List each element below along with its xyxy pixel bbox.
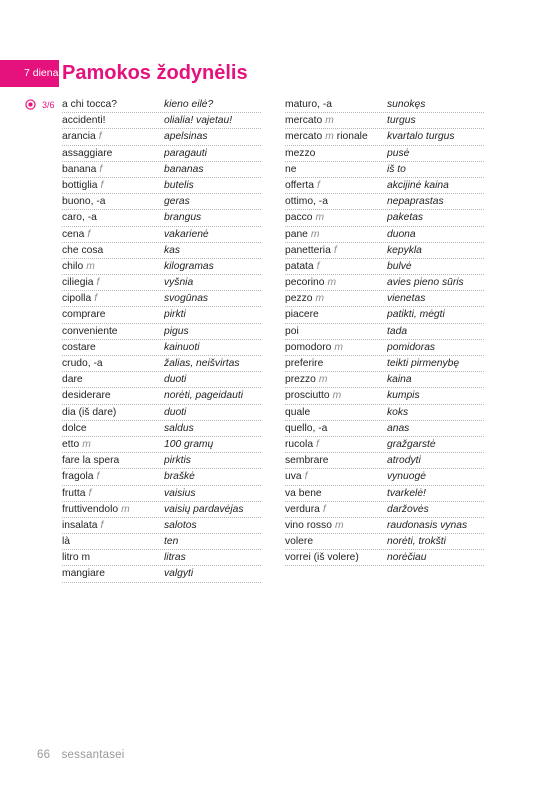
italian-word: accidenti! — [62, 115, 106, 127]
vocab-row — [62, 97, 261, 113]
italian-word: sembrare — [285, 455, 329, 467]
italian-word: fare la spera — [62, 455, 120, 467]
vocab-row — [62, 146, 261, 162]
gender-marker: m — [332, 390, 342, 402]
italian-term — [62, 243, 164, 258]
vocab-row — [285, 518, 484, 534]
italian-word: insalata — [62, 519, 98, 531]
italian-term — [285, 178, 387, 193]
vocab-row — [62, 210, 261, 226]
vocab-row — [285, 502, 484, 518]
lithuanian-translation: brangus — [164, 212, 202, 224]
lithuanian-translation: norėčiau — [387, 552, 427, 564]
italian-term — [62, 97, 164, 112]
italian-term — [285, 227, 387, 242]
lithuanian-translation: vienetas — [387, 293, 426, 305]
gender-marker: m — [334, 519, 344, 531]
vocab-row — [285, 437, 484, 453]
italian-term — [62, 113, 164, 128]
vocab-row — [285, 178, 484, 194]
lithuanian-translation: duoti — [164, 374, 187, 386]
lithuanian-translation: vaisius — [164, 487, 196, 499]
italian-term — [62, 340, 164, 355]
vocab-row — [62, 162, 261, 178]
italian-term — [285, 340, 387, 355]
italian-word: quale — [285, 406, 311, 418]
page-number-word: sessantasei — [61, 749, 125, 761]
italian-term — [62, 534, 164, 549]
italian-term — [285, 162, 387, 177]
italian-term — [285, 243, 387, 258]
italian-term — [62, 518, 164, 533]
italian-term — [62, 210, 164, 225]
italian-word: che cosa — [62, 244, 104, 256]
italian-word: panetteria — [285, 244, 331, 256]
vocab-row — [62, 291, 261, 307]
vocab-row — [62, 275, 261, 291]
lithuanian-translation: litras — [164, 552, 186, 564]
gender-marker: m — [315, 293, 325, 305]
lithuanian-translation: raudonasis vynas — [387, 519, 468, 531]
gender-marker: f — [316, 438, 319, 450]
page-title: Pamokos žodynėlis — [62, 62, 248, 84]
lithuanian-translation: saldus — [164, 422, 194, 434]
lithuanian-translation: daržovės — [387, 503, 429, 515]
lithuanian-translation: anas — [387, 422, 410, 434]
lithuanian-translation: gražgarstė — [387, 438, 436, 450]
lithuanian-translation: svogūnas — [164, 293, 209, 305]
lithuanian-translation: butelis — [164, 179, 194, 191]
gender-marker: f — [96, 277, 100, 289]
page-number: 66 — [37, 749, 51, 761]
italian-word: dia (iš dare) — [62, 406, 117, 418]
italian-word: volere — [285, 536, 314, 548]
lithuanian-translation: bulvė — [387, 260, 412, 272]
vocab-row — [62, 194, 261, 210]
lithuanian-translation: teikti pirmenybę — [387, 358, 460, 369]
vocab-row — [285, 534, 484, 550]
italian-term — [285, 194, 387, 209]
italian-word: mezzo — [285, 147, 316, 159]
lithuanian-translation: olialia! vajetau! — [164, 115, 233, 127]
gender-marker: m — [327, 277, 337, 289]
italian-term — [62, 275, 164, 290]
vocab-row — [285, 227, 484, 243]
italian-word: ciliegia — [62, 277, 94, 289]
vocab-row — [62, 518, 261, 534]
italian-term — [285, 129, 387, 144]
italian-term — [62, 324, 164, 339]
gender-marker: m — [318, 374, 328, 386]
vocab-row — [285, 388, 484, 404]
italian-word: prosciutto — [285, 390, 330, 402]
lesson-header — [0, 60, 248, 87]
italian-word: comprare — [62, 309, 106, 321]
gender-marker: f — [317, 179, 320, 191]
italian-word: mangiare — [62, 568, 105, 580]
vocab-row — [285, 307, 484, 323]
italian-term — [62, 356, 164, 371]
italian-word: preferire — [285, 358, 324, 369]
italian-word: bottiglia — [62, 179, 98, 191]
italian-term — [285, 275, 387, 290]
italian-term — [285, 534, 387, 549]
lithuanian-translation: sunokęs — [387, 99, 426, 110]
italian-word: vino rosso — [285, 519, 332, 531]
vocab-row — [285, 340, 484, 356]
italian-word: crudo, -a — [62, 358, 103, 369]
lithuanian-translation: vyšnia — [164, 277, 194, 289]
italian-term — [62, 405, 164, 420]
gender-marker: f — [94, 293, 98, 305]
lithuanian-translation: duona — [387, 228, 416, 240]
vocab-row — [62, 372, 261, 388]
italian-word: vorrei (iš volere) — [285, 552, 359, 564]
italian-term — [285, 405, 387, 420]
lithuanian-translation: vynuogė — [387, 471, 426, 483]
italian-word: cipolla — [62, 293, 92, 305]
lithuanian-translation: 100 gramų — [164, 438, 214, 450]
lithuanian-translation: avies pieno sūris — [387, 277, 464, 289]
gender-marker: f — [322, 503, 326, 515]
italian-word: litro m — [62, 552, 91, 564]
lithuanian-translation: kepykla — [387, 244, 422, 256]
lithuanian-translation: salotos — [164, 519, 197, 531]
italian-word: verdura — [285, 503, 320, 515]
lithuanian-translation: kumpis — [387, 390, 420, 402]
italian-term — [62, 227, 164, 242]
vocab-row — [62, 534, 261, 550]
italian-term — [285, 469, 387, 484]
lithuanian-translation: norėti, pageidauti — [164, 390, 244, 402]
gender-marker: f — [99, 163, 103, 175]
vocab-row — [62, 566, 261, 582]
vocab-row — [285, 259, 484, 275]
page-footer — [37, 749, 125, 761]
vocab-row — [62, 469, 261, 485]
vocab-row — [285, 356, 484, 372]
italian-word: a chi tocca? — [62, 99, 117, 110]
italian-word: assaggiare — [62, 147, 113, 159]
lithuanian-translation: norėti, trokšti — [387, 536, 446, 548]
italian-term — [285, 550, 387, 565]
gender-marker: m — [82, 438, 91, 450]
vocab-row — [62, 453, 261, 469]
gender-marker: f — [100, 179, 104, 191]
lithuanian-translation: valgyti — [164, 568, 194, 580]
italian-word: pomodoro — [285, 341, 332, 353]
gender-marker: m — [86, 260, 95, 272]
italian-word: pacco — [285, 212, 313, 224]
gender-marker: m — [325, 115, 334, 127]
vocab-row — [285, 162, 484, 178]
vocab-row — [285, 324, 484, 340]
lithuanian-translation: žalias, neišvirtas — [164, 358, 240, 369]
lithuanian-translation: koks — [387, 406, 409, 418]
italian-word: costare — [62, 341, 96, 353]
vocab-row — [62, 421, 261, 437]
lithuanian-translation: ten — [164, 536, 179, 548]
italian-term — [285, 307, 387, 322]
vocab-row — [62, 486, 261, 502]
vocab-row — [285, 243, 484, 259]
lithuanian-translation: kvartalo turgus — [387, 131, 455, 143]
lithuanian-translation: tvarkelė! — [387, 487, 426, 499]
lithuanian-translation: atrodyti — [387, 455, 421, 467]
italian-term — [62, 550, 164, 565]
italian-term — [62, 129, 164, 144]
italian-word: là — [62, 536, 71, 548]
italian-term — [62, 307, 164, 322]
italian-word: pezzo — [285, 293, 313, 305]
italian-term — [62, 162, 164, 177]
lithuanian-translation: nepaprastas — [387, 196, 444, 208]
italian-word: frutta — [62, 487, 86, 499]
italian-term — [285, 324, 387, 339]
lithuanian-translation: patikti, mėgti — [387, 309, 445, 321]
vocab-row — [62, 340, 261, 356]
lithuanian-translation: pirktis — [164, 455, 191, 467]
vocab-row — [285, 421, 484, 437]
italian-word: fruttivendolo — [62, 503, 119, 515]
audio-target-icon[interactable] — [25, 99, 36, 110]
italian-term — [62, 469, 164, 484]
vocab-row — [285, 372, 484, 388]
vocab-column-left — [62, 97, 261, 583]
italian-term — [62, 388, 164, 403]
italian-term — [62, 502, 164, 517]
gender-marker: m — [325, 131, 334, 143]
italian-term — [285, 502, 387, 517]
italian-word: dolce — [62, 422, 87, 434]
lithuanian-translation: pusė — [387, 147, 410, 159]
gender-marker: f — [100, 519, 104, 531]
italian-term — [62, 194, 164, 209]
vocab-row — [62, 324, 261, 340]
italian-term — [62, 453, 164, 468]
italian-word: chilo — [62, 260, 84, 272]
italian-word: desiderare — [62, 390, 111, 402]
italian-word: fragola — [62, 471, 94, 483]
italian-word: conveniente — [62, 325, 118, 337]
vocab-row — [62, 243, 261, 259]
lithuanian-translation: pomidoras — [387, 341, 436, 353]
italian-word: rucola — [285, 438, 314, 450]
italian-word: pecorino — [285, 277, 325, 289]
gender-marker: m — [315, 212, 325, 224]
vocab-row — [285, 113, 484, 129]
italian-word: pane — [285, 228, 308, 240]
vocab-row — [285, 146, 484, 162]
vocab-row — [285, 405, 484, 421]
gender-marker: f — [88, 487, 92, 499]
italian-term — [62, 146, 164, 161]
italian-term — [285, 453, 387, 468]
italian-term — [62, 421, 164, 436]
lithuanian-translation: vakarienė — [164, 228, 209, 240]
italian-word: poi — [285, 325, 299, 337]
italian-word: buono, -a — [62, 196, 106, 208]
lithuanian-translation: bananas — [164, 163, 204, 175]
vocab-row — [285, 275, 484, 291]
lithuanian-translation: kilogramas — [164, 260, 214, 272]
italian-word: patata — [285, 260, 314, 272]
italian-term — [285, 437, 387, 452]
lithuanian-translation: kieno eilė? — [164, 99, 214, 110]
vocab-row — [62, 437, 261, 453]
gender-marker: f — [87, 228, 91, 240]
italian-term — [285, 356, 387, 371]
italian-term — [285, 97, 387, 112]
italian-term — [285, 518, 387, 533]
gender-marker: m — [121, 503, 130, 515]
italian-term — [285, 210, 387, 225]
vocab-row — [62, 227, 261, 243]
lithuanian-translation: iš to — [387, 163, 406, 175]
lithuanian-translation: apelsinas — [164, 131, 208, 143]
italian-word: ottimo, -a — [285, 196, 328, 208]
vocab-row — [62, 307, 261, 323]
italian-term — [62, 437, 164, 452]
italian-term — [285, 388, 387, 403]
lithuanian-translation: pirkti — [164, 309, 186, 321]
vocab-row — [62, 113, 261, 129]
gender-marker: m — [310, 228, 320, 240]
italian-word: uva — [285, 471, 302, 483]
italian-term — [285, 113, 387, 128]
lithuanian-translation: vaisių pardavėjas — [164, 503, 244, 515]
lithuanian-translation: paragauti — [164, 147, 207, 159]
vocab-row — [62, 550, 261, 566]
italian-term — [62, 259, 164, 274]
lithuanian-translation: duoti — [164, 406, 187, 418]
italian-term — [285, 372, 387, 387]
italian-term — [285, 421, 387, 436]
italian-term — [285, 486, 387, 501]
italian-word: dare — [62, 374, 83, 386]
gender-marker: m — [334, 341, 343, 353]
italian-term — [285, 291, 387, 306]
italian-word: mercato — [285, 131, 323, 143]
gender-marker: f — [304, 471, 308, 483]
vocab-row — [285, 291, 484, 307]
italian-term — [62, 486, 164, 501]
vocab-row — [62, 388, 261, 404]
lithuanian-translation: paketas — [387, 212, 424, 224]
italian-word: etto — [62, 438, 80, 450]
italian-word-suffix: rionale — [336, 131, 368, 143]
vocab-row — [62, 502, 261, 518]
italian-term — [285, 146, 387, 161]
italian-word: banana — [62, 163, 97, 175]
italian-word: piacere — [285, 309, 319, 321]
vocab-row — [285, 550, 484, 566]
italian-word: offerta — [285, 179, 315, 191]
vocab-row — [62, 129, 261, 145]
italian-word: prezzo — [285, 374, 316, 386]
lithuanian-translation: geras — [164, 196, 190, 208]
italian-term — [62, 372, 164, 387]
italian-term — [62, 291, 164, 306]
gender-marker: f — [98, 131, 102, 143]
lithuanian-translation: kas — [164, 244, 181, 256]
italian-term — [62, 566, 164, 581]
audio-track-number: 3/6 — [42, 99, 55, 110]
lithuanian-translation: kainuoti — [164, 341, 200, 353]
lithuanian-translation: pigus — [164, 325, 189, 337]
italian-term — [285, 259, 387, 274]
vocab-row — [62, 405, 261, 421]
audio-track-marker[interactable] — [25, 99, 55, 110]
italian-term — [62, 178, 164, 193]
day-badge: 7 diena — [0, 60, 59, 87]
italian-word: arancia — [62, 131, 96, 143]
italian-word: ne — [285, 163, 297, 175]
lithuanian-translation: turgus — [387, 115, 416, 127]
vocab-column-right — [285, 97, 484, 566]
lithuanian-translation: braškė — [164, 471, 195, 483]
italian-word: caro, -a — [62, 212, 97, 224]
gender-marker: f — [333, 244, 337, 256]
italian-word: mercato — [285, 115, 323, 127]
vocab-row — [285, 97, 484, 113]
vocab-row — [285, 469, 484, 485]
vocab-row — [285, 194, 484, 210]
italian-word: va bene — [285, 487, 322, 499]
lithuanian-translation: tada — [387, 325, 408, 337]
vocab-row — [285, 129, 484, 145]
vocab-row — [285, 486, 484, 502]
vocab-row — [62, 178, 261, 194]
vocab-row — [62, 259, 261, 275]
italian-word: maturo, -a — [285, 99, 332, 110]
vocab-row — [285, 453, 484, 469]
vocab-row — [285, 210, 484, 226]
gender-marker: f — [316, 260, 320, 272]
vocab-row — [62, 356, 261, 372]
lithuanian-translation: kaina — [387, 374, 412, 386]
italian-word: quello, -a — [285, 422, 328, 434]
gender-marker: f — [96, 471, 100, 483]
lithuanian-translation: akcijinė kaina — [387, 179, 449, 191]
italian-word: cena — [62, 228, 85, 240]
